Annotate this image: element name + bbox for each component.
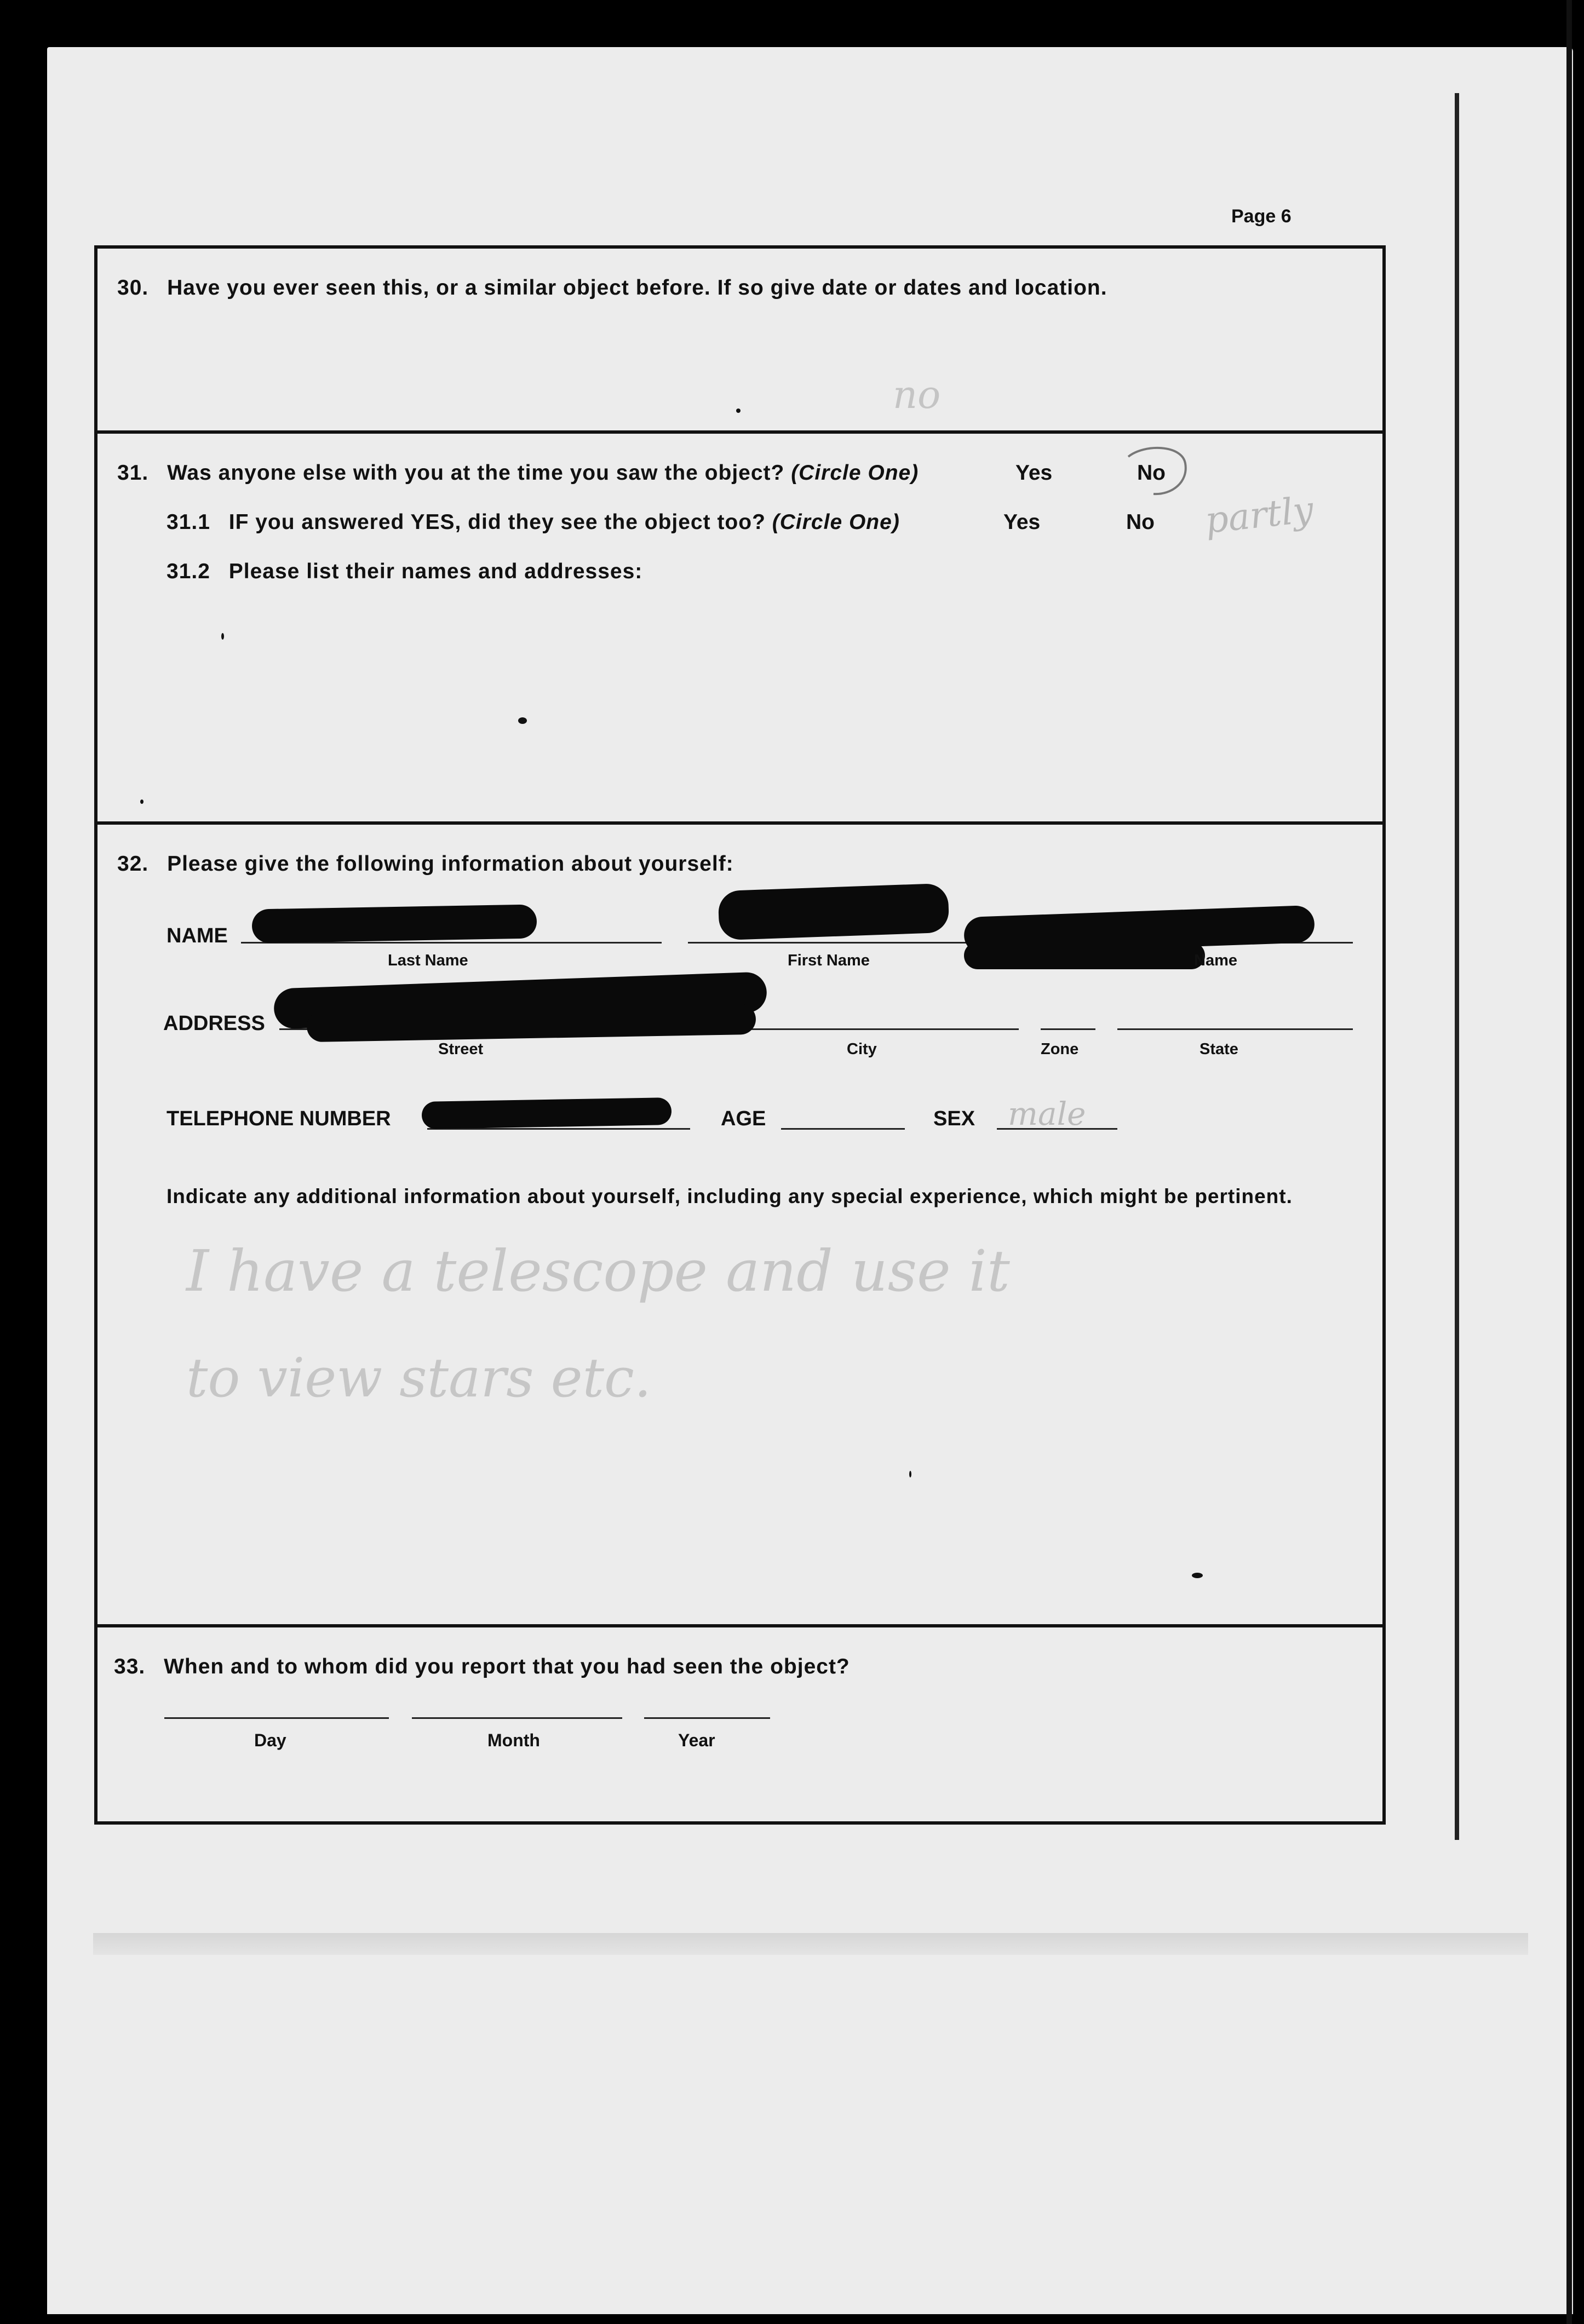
redaction-first-name [718,883,950,941]
month-caption: Month [487,1730,540,1750]
question-number: 33. [114,1655,146,1678]
question-number: 32. [117,852,149,876]
speck [221,633,224,640]
circle-one-instruction: (Circle One) [772,510,900,534]
speck [518,717,527,724]
first-name-caption: First Name [788,952,870,969]
redaction-middle-name-2 [964,942,1205,969]
option-yes[interactable]: Yes [1015,461,1053,485]
name-label: NAME [167,924,228,947]
circle-one-instruction: (Circle One) [791,461,919,485]
additional-info-label: Indicate any additional information about yourself, including any special experience, which might be pertinent. [167,1185,1293,1207]
redaction-telephone [422,1097,672,1129]
question-text: Was anyone else with you at the time you saw the object? [167,461,785,485]
handwritten-note-31-1: partly [1203,488,1316,542]
address-label: ADDRESS [163,1012,265,1035]
option-yes[interactable]: Yes [1003,510,1041,534]
speck [736,409,741,413]
page-number: Page 6 [1231,206,1292,227]
state-caption: State [1200,1040,1238,1058]
handwritten-additional-line-1: I have a telescope and use it [186,1238,1010,1304]
day-caption: Day [254,1730,286,1750]
question-33 [114,1655,850,1679]
divider-31-32 [94,821,1386,825]
option-no[interactable]: No [1137,461,1166,485]
zone-caption: Zone [1041,1040,1079,1058]
speck [909,1471,911,1477]
handwritten-sex: male [1008,1095,1086,1132]
speck [1192,1573,1203,1578]
redaction-last-name [251,904,537,943]
first-name-line [688,942,984,944]
handwritten-additional-line-2: to view stars etc. [186,1347,652,1410]
divider-32-33 [94,1624,1386,1627]
age-label: AGE [721,1107,766,1130]
street-caption: Street [438,1040,484,1058]
year-line [644,1717,770,1719]
circle-mark-no [1117,441,1194,502]
question-text: IF you answered YES, did they see the object too? [228,510,766,534]
question-31 [117,461,919,485]
page-shadow [93,1933,1528,1955]
city-caption: City [847,1040,877,1058]
state-line [1117,1028,1353,1030]
question-text: Please list their names and addresses: [228,560,643,583]
question-31-2 [167,560,642,584]
zone-line [1041,1028,1095,1030]
question-number: 31.2 [167,560,210,583]
question-32 [117,852,734,876]
question-number: 31. [117,461,149,485]
question-text: Have you ever seen this, or a similar object before. If so give date or dates and location. [167,276,1107,300]
question-31-1 [167,510,900,534]
speck [140,799,144,804]
question-text: Please give the following information about yourself: [167,852,734,876]
sex-label: SEX [933,1107,975,1130]
divider-30-31 [94,430,1386,434]
month-line [412,1717,622,1719]
telephone-label: TELEPHONE NUMBER [167,1107,391,1130]
day-line [164,1717,389,1719]
question-text: When and to whom did you report that you had seen the object? [164,1655,850,1678]
option-no[interactable]: No [1126,510,1155,534]
question-number: 31.1 [167,510,210,534]
last-name-caption: Last Name [388,952,468,969]
year-caption: Year [678,1730,715,1750]
age-line [781,1128,905,1130]
scan-edge [1566,0,1572,2324]
handwritten-answer-30: no [893,372,941,417]
right-margin-rule [1455,93,1459,1840]
question-number: 30. [117,276,149,300]
middle-name-caption: Name [1194,952,1237,969]
question-30 [117,276,1107,300]
